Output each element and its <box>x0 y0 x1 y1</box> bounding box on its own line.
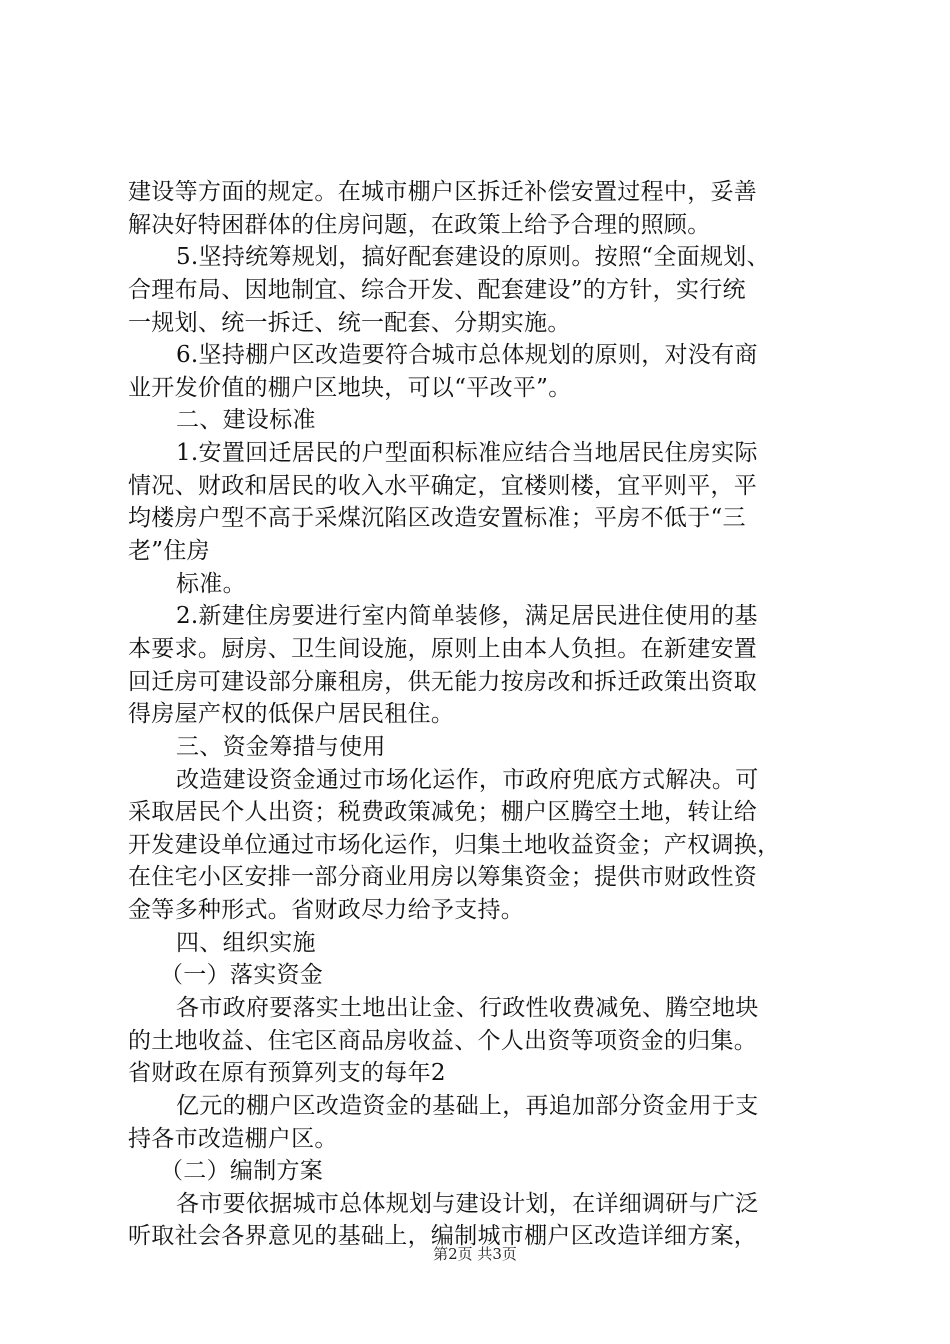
body-line: 情况、财政和居民的收入水平确定，宜楼则楼，宜平则平，平 <box>128 473 758 499</box>
body-line: 6.坚持棚户区改造要符合城市总体规划的原则，对没有商 <box>176 342 758 368</box>
body-line: 1.安置回迁居民的户型面积标准应结合当地居民住房实际 <box>176 440 758 466</box>
subsection-heading: （一）落实资金 <box>160 962 324 988</box>
body-line: 2.新建住房要进行室内简单装修，满足居民进住使用的基 <box>176 603 758 629</box>
subsection-heading: （二）编制方案 <box>160 1158 324 1184</box>
body-line: 亿元的棚户区改造资金的基础上，再追加部分资金用于支 <box>176 1093 759 1119</box>
body-line: 老”住房 <box>128 538 210 564</box>
body-line: 均楼房户型不高于采煤沉陷区改造安置标准；平房不低于“三 <box>128 505 746 531</box>
body-line: 本要求。厨房、卫生间设施，原则上由本人负担。在新建安置 <box>128 636 758 662</box>
body-line: 一规划、统一拆迁、统一配套、分期实施。 <box>128 310 571 336</box>
section-heading: 四、组织实施 <box>176 930 316 956</box>
section-heading: 二、建设标准 <box>176 407 316 433</box>
body-line: 改造建设资金通过市场化运作，市政府兜底方式解决。可 <box>176 767 759 793</box>
page-footer: 第2页 共3页 <box>433 1245 517 1263</box>
body-line: 合理布局、因地制宜、综合开发、配套建设”的方针，实行统 <box>128 277 746 303</box>
body-line: 持各市改造棚户区。 <box>128 1126 338 1152</box>
body-line: 5.坚持统筹规划，搞好配套建设的原则。按照“全面规划、 <box>176 244 770 270</box>
body-line: 金等多种形式。省财政尽力给予支持。 <box>128 897 525 923</box>
body-line: 各市政府要落实土地出让金、行政性收费减免、腾空地块 <box>176 995 759 1021</box>
body-line: 省财政在原有预算列支的每年2 <box>128 1060 446 1086</box>
section-heading: 三、资金筹措与使用 <box>176 734 386 760</box>
body-line: 的土地收益、住宅区商品房收益、个人出资等项资金的归集。 <box>128 1028 758 1054</box>
body-line: 开发建设单位通过市场化运作，归集土地收益资金；产权调换， <box>128 832 781 858</box>
body-line: 业开发价值的棚户区地块，可以“平改平”。 <box>128 375 572 401</box>
body-line: 解决好特困群体的住房问题，在政策上给予合理的照顾。 <box>128 212 711 238</box>
body-line: 各市要依据城市总体规划与建设计划，在详细调研与广泛 <box>176 1191 759 1217</box>
body-line: 建设等方面的规定。在城市棚户区拆迁补偿安置过程中，妥善 <box>128 179 758 205</box>
body-line: 标准。 <box>176 571 246 597</box>
body-line: 在住宅小区安排一部分商业用房以筹集资金；提供市财政性资 <box>128 864 758 890</box>
body-line: 采取居民个人出资；税费政策减免；棚户区腾空土地，转让给 <box>128 799 758 825</box>
body-line: 得房屋产权的低保户居民租住。 <box>128 701 455 727</box>
body-line: 听取社会各界意见的基础上，编制城市棚户区改造详细方案， <box>128 1223 758 1249</box>
body-line: 回迁房可建设部分廉租房，供无能力按房改和拆迁政策出资取 <box>128 669 758 695</box>
